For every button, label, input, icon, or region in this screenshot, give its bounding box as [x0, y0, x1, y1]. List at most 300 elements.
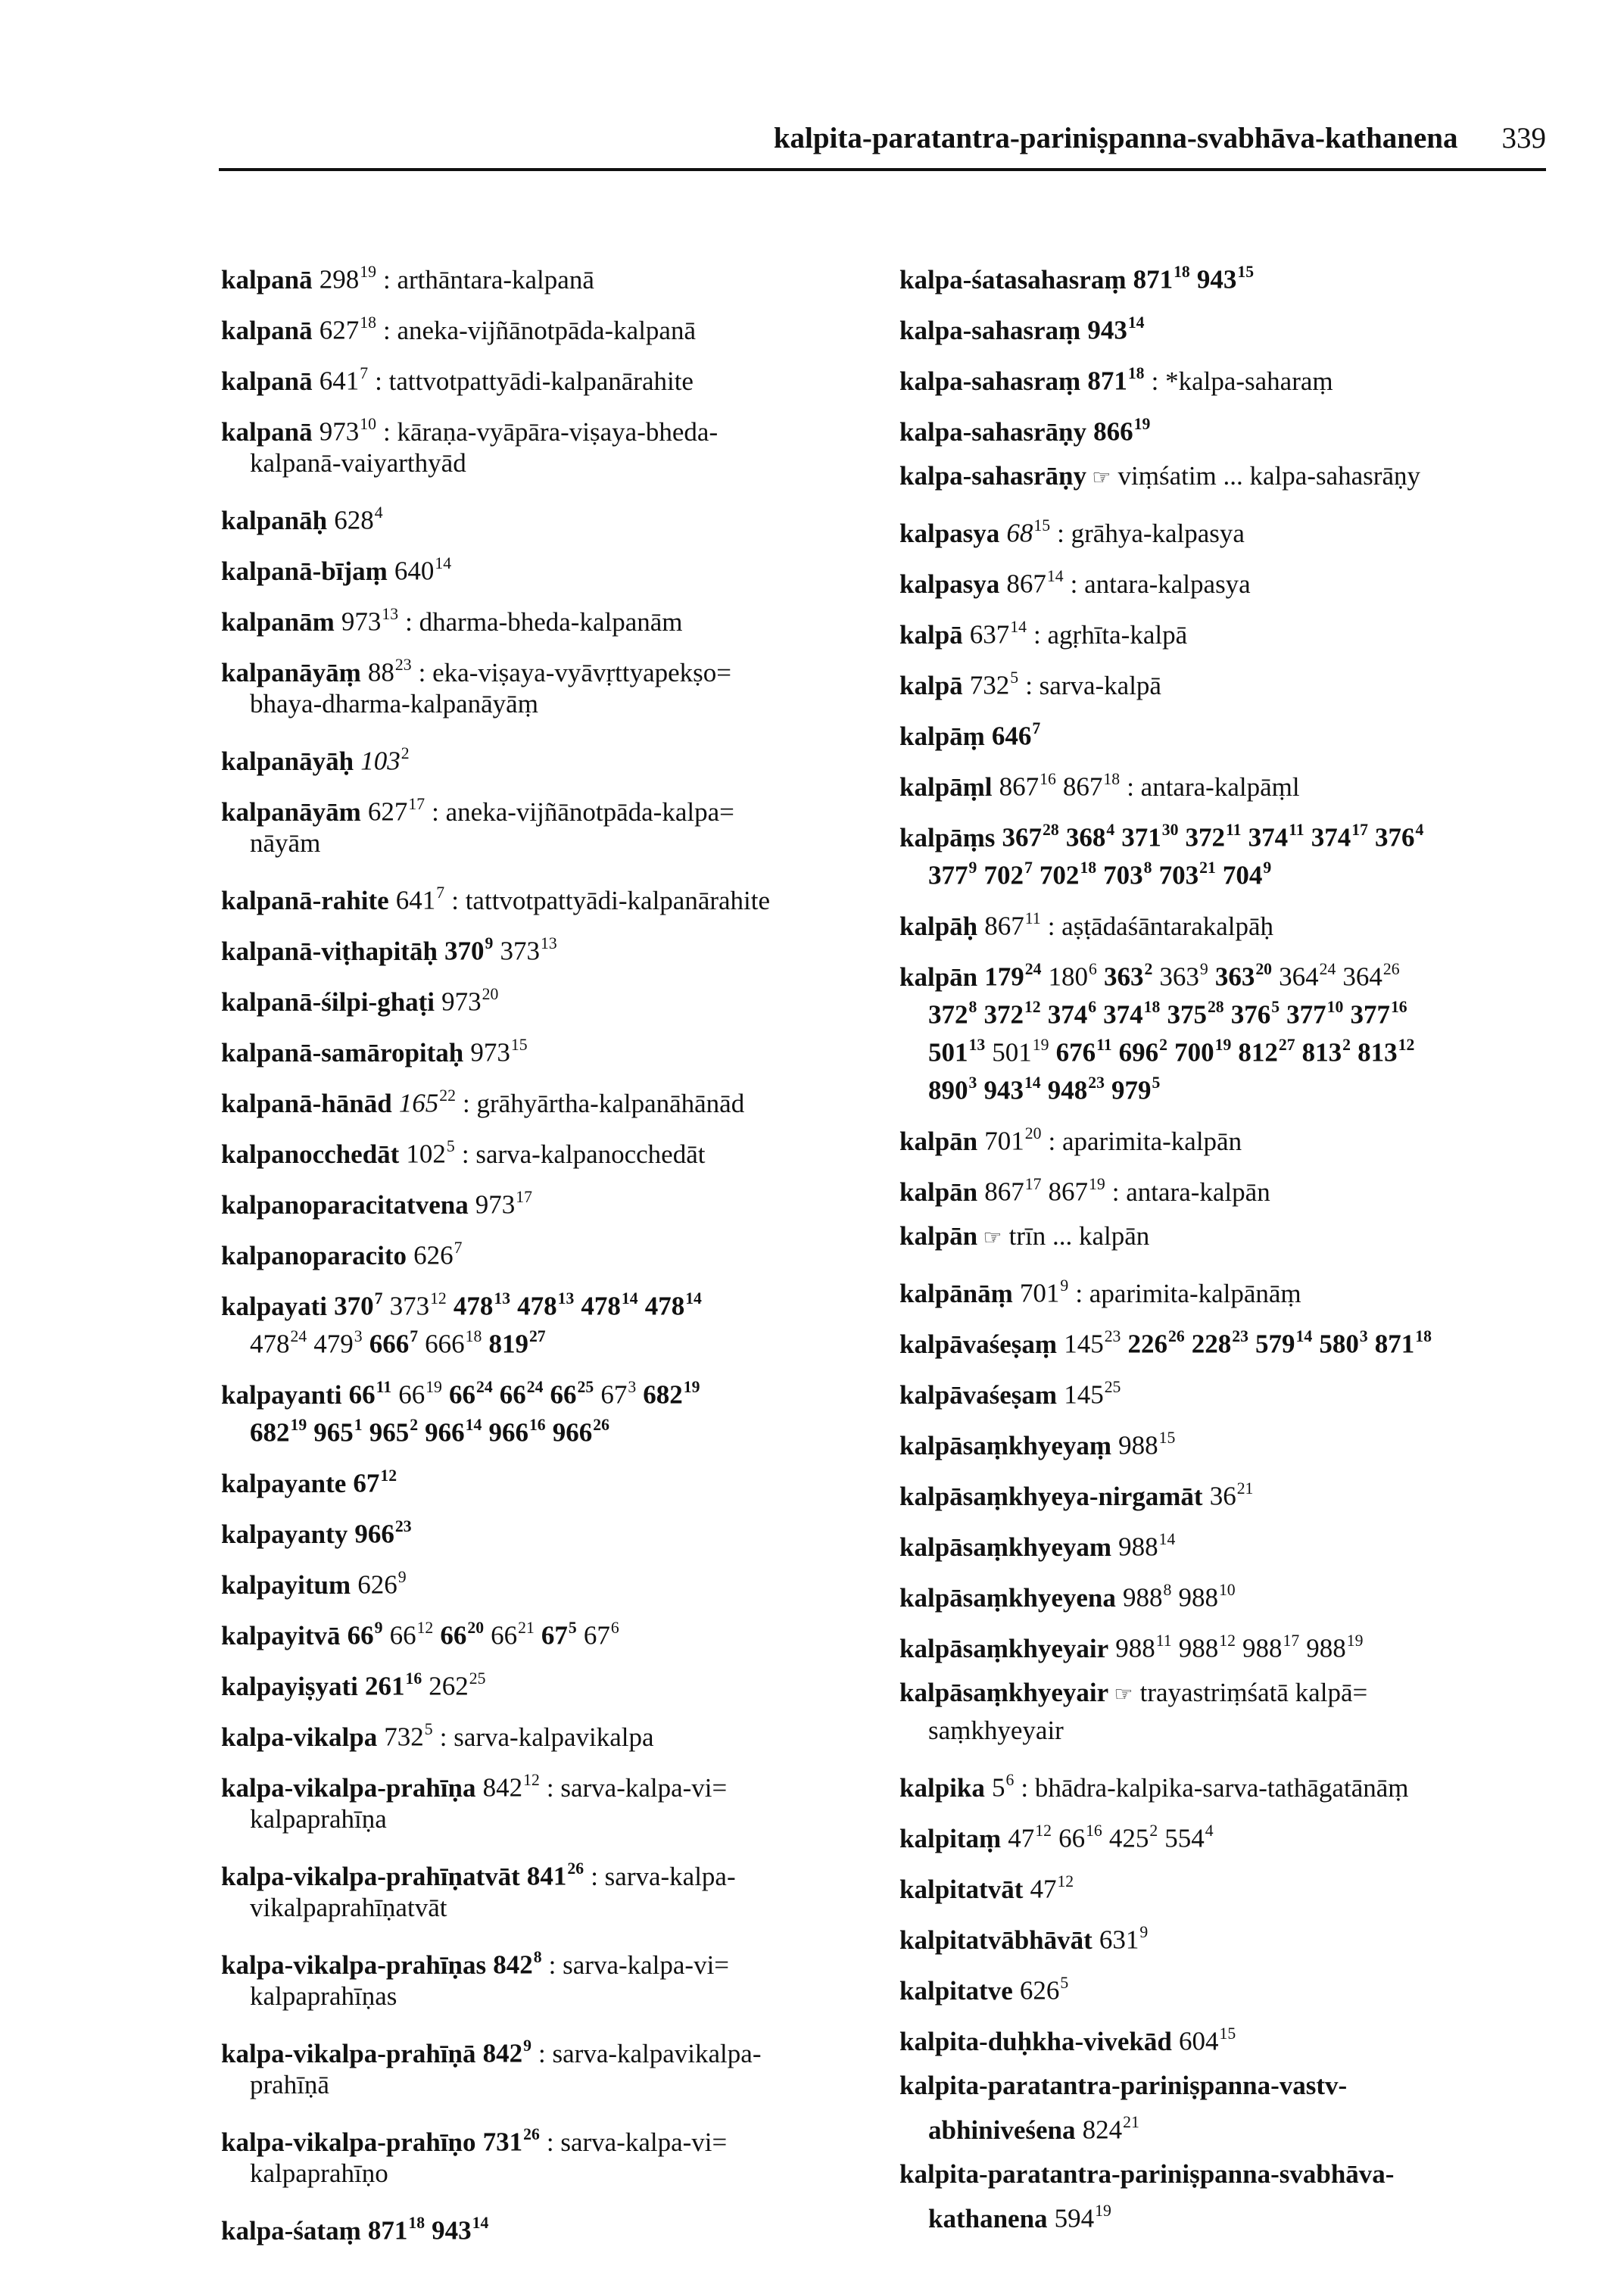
entry-line [899, 952, 1432, 990]
index-entry [221, 977, 770, 1015]
page-number-ref: 66 [440, 1620, 467, 1650]
page-reference [1058, 1813, 1102, 1858]
line-number-ref: 5 [1271, 997, 1280, 1016]
index-entry [221, 1661, 770, 1699]
headword: kalpān [899, 1177, 978, 1207]
left-column [221, 254, 770, 2256]
entry-line [899, 559, 1432, 597]
line-number-ref: 2 [1159, 1035, 1167, 1054]
line-number-ref: 28 [1043, 820, 1059, 839]
index-entry [221, 2205, 770, 2246]
line-number-ref: 5 [1060, 1973, 1069, 1992]
index-entry [899, 356, 1432, 394]
page-reference [1179, 2016, 1236, 2061]
index-entry [899, 1370, 1432, 1410]
page-number-ref: 47 [1008, 1823, 1035, 1853]
gloss-text: : agṛhīta-kalpā [1033, 619, 1188, 650]
gloss-text: : arthāntara-kalpanā [383, 264, 594, 295]
page-reference [541, 1610, 577, 1655]
page-number-ref: 372 [983, 999, 1024, 1030]
line-number-ref: 15 [1237, 262, 1255, 281]
line-number-ref: 5 [424, 1719, 433, 1738]
running-header [219, 121, 1546, 164]
entry-line [221, 1180, 770, 1220]
headword: kalpanā [221, 416, 313, 447]
page-reference [1083, 2105, 1139, 2149]
page-number-ref: 66 [389, 1620, 416, 1650]
page-reference [1133, 254, 1190, 299]
page-number-ref: 261 [364, 1671, 405, 1701]
entry-line [221, 1281, 770, 1319]
line-number-ref: 12 [430, 1289, 447, 1308]
page-number-ref: 973 [319, 416, 360, 447]
page-number-ref: 66 [348, 1379, 376, 1410]
line-number-ref: 3 [1359, 1326, 1368, 1345]
page-reference [553, 1407, 609, 1452]
page-reference [992, 1763, 1014, 1807]
gloss-text: : eka-viṣaya-vyāvṛttyapekṣo= [418, 657, 731, 687]
line-number-ref: 20 [467, 1618, 485, 1637]
line-number-ref: 11 [1226, 820, 1242, 839]
page-number-ref: 628 [334, 505, 374, 535]
entry-line [899, 2155, 1432, 2193]
line-number-ref: 7 [454, 1238, 463, 1257]
line-number-ref: 8 [968, 997, 977, 1016]
line-number-ref: 9 [1060, 1276, 1069, 1295]
headword: kalpān [899, 1221, 978, 1251]
page-number-ref: 973 [441, 986, 482, 1017]
page-number-ref: 682 [250, 1417, 290, 1448]
line-number-ref: 12 [1219, 1631, 1236, 1650]
line-number-ref: 7 [360, 363, 369, 382]
entry-line [221, 1129, 770, 1167]
headword: kalpayanti [221, 1379, 342, 1410]
page-reference [394, 546, 451, 591]
gloss-text: trīn ... kalpān [1008, 1221, 1150, 1251]
headword: kalpayitvā [221, 1620, 341, 1650]
line-number-ref: 13 [494, 1289, 511, 1308]
page-number-ref: 478 [517, 1291, 557, 1321]
page-reference [1127, 1319, 1184, 1364]
headword: kalpanā-rahite [221, 885, 389, 915]
entry-continuation-line [899, 1027, 1432, 1068]
page-reference [970, 609, 1027, 654]
page-reference [1030, 1864, 1074, 1909]
entry-line [899, 812, 1432, 850]
page-reference [1210, 1471, 1254, 1516]
page-reference [406, 1129, 454, 1173]
page-number-ref: 226 [1127, 1329, 1167, 1359]
index-entry [221, 1712, 770, 1750]
page-number-ref: 67 [541, 1620, 568, 1650]
page-reference [1087, 356, 1144, 401]
headword: kalpanāyāḥ [221, 746, 354, 776]
page-number-ref: 367 [1002, 822, 1043, 852]
gloss-text: : aneka-vijñānotpāda-kalpanā [383, 315, 696, 345]
gloss-text: : grāhya-kalpasya [1057, 518, 1245, 548]
index-entry [899, 1471, 1432, 1509]
page-number-ref: 66 [491, 1620, 518, 1650]
line-number-ref: 6 [1088, 997, 1097, 1016]
line-number-ref: 9 [968, 858, 977, 877]
headword: kalpayitum [221, 1569, 351, 1600]
page-number-ref: 376 [1230, 999, 1271, 1030]
page-number-ref: 701 [984, 1126, 1024, 1156]
page-number-ref: 579 [1255, 1329, 1295, 1359]
page-number-ref: 626 [413, 1240, 454, 1270]
page-number-ref: 376 [1375, 822, 1415, 852]
page-number-ref: 813 [1301, 1037, 1342, 1068]
line-number-ref: 16 [1086, 1821, 1102, 1840]
gloss-text: : antara-kalpāṃl [1127, 771, 1300, 802]
headword: kalpāvaśeṣaṃ [899, 1329, 1058, 1359]
page-reference [984, 1116, 1041, 1161]
page-reference [1174, 1027, 1231, 1072]
page-reference [1020, 1965, 1068, 2010]
index-entry [221, 1281, 770, 1357]
page-number-ref: 842 [482, 1772, 523, 1803]
line-number-ref: 15 [510, 1035, 528, 1054]
page-number-ref: 554 [1164, 1823, 1205, 1853]
line-number-ref: 17 [1351, 820, 1368, 839]
index-entry [899, 2016, 1432, 2054]
line-number-ref: 25 [1104, 1377, 1121, 1396]
page-number-ref: 867 [984, 1177, 1024, 1207]
line-number-ref: 14 [1010, 617, 1027, 636]
line-number-ref: 14 [685, 1289, 702, 1308]
index-entry [899, 1522, 1432, 1560]
line-number-ref: 21 [1236, 1479, 1254, 1498]
headword: kalpika [899, 1772, 985, 1803]
headword: kalpitatvābhāvāt [899, 1925, 1093, 1955]
line-number-ref: 4 [1205, 1821, 1214, 1840]
page-reference [984, 1167, 1041, 1211]
gloss-text: prahīṇā [250, 2070, 329, 2099]
page-number-ref: 890 [928, 1075, 968, 1105]
page-reference [353, 1458, 397, 1503]
headword: kalpanocchedāt [221, 1139, 400, 1169]
page-reference [527, 1851, 584, 1896]
headword: kalpayante [221, 1468, 347, 1498]
page-reference [1055, 2193, 1111, 2238]
page-reference [432, 2205, 488, 2250]
line-number-ref: 9 [1139, 1922, 1149, 1941]
page-reference [369, 1407, 418, 1452]
entry-line [899, 762, 1432, 802]
index-entry [899, 2067, 1432, 2143]
line-number-ref: 5 [446, 1136, 455, 1155]
index-entry [221, 597, 770, 637]
index-entry [221, 1509, 770, 1547]
page-number-ref: 812 [1238, 1037, 1278, 1068]
headword: kalpanā-viṭhapitāḥ [221, 936, 438, 966]
headword: kalpasya [899, 518, 1000, 548]
headword: kalpanām [221, 606, 335, 637]
line-number-ref: 24 [290, 1326, 307, 1345]
page-number-ref: 943 [432, 2215, 472, 2246]
page-number-ref: 701 [1019, 1278, 1060, 1308]
page-number-ref: 103 [360, 746, 401, 776]
gloss-text: : bhādra-kalpika-sarva-tathāgatānāṃ [1021, 1772, 1409, 1803]
index-entry [899, 1915, 1432, 1953]
headword: kalpāsaṃkhyeya-nirgamāt [899, 1481, 1203, 1511]
headword: kalpayati [221, 1291, 328, 1321]
line-number-ref: 13 [382, 604, 399, 623]
line-number-ref: 26 [523, 2124, 540, 2143]
page-number-ref: 640 [394, 556, 435, 586]
line-number-ref: 19 [1089, 1174, 1105, 1193]
line-number-ref: 9 [374, 1618, 383, 1637]
line-number-ref: 16 [528, 1415, 546, 1434]
line-number-ref: 30 [1161, 820, 1179, 839]
index-entry [221, 546, 770, 584]
headword: kathanena [928, 2203, 1048, 2233]
line-number-ref: 18 [408, 2213, 425, 2232]
headword: kalpa-vikalpa-prahīṇā [221, 2038, 476, 2068]
page-number-ref: 145 [1064, 1379, 1104, 1410]
page-reference [645, 1281, 702, 1326]
page-number-ref: 627 [367, 796, 408, 827]
page-reference [928, 850, 977, 895]
index-entry [221, 356, 770, 394]
page-number-ref: 68 [1006, 518, 1033, 548]
line-number-ref: 23 [394, 655, 412, 674]
page-reference [348, 1610, 383, 1655]
page-number-ref: 702 [1039, 860, 1080, 890]
headword: kalpāvaśeṣam [899, 1379, 1058, 1410]
line-number-ref: 2 [401, 743, 410, 762]
gloss-text: kalpaprahīṇa [250, 1804, 387, 1834]
page-number-ref: 867 [984, 911, 1024, 941]
entry-continuation-line [899, 990, 1432, 1030]
index-entry [899, 1420, 1432, 1458]
page-reference [313, 1407, 362, 1452]
index-entry [899, 1217, 1432, 1255]
page-reference [440, 1610, 484, 1655]
line-number-ref: 12 [1024, 997, 1041, 1016]
line-number-ref: 14 [1046, 566, 1064, 585]
entry-line [899, 660, 1432, 698]
page-number-ref: 363 [1214, 962, 1255, 992]
page-reference [413, 1230, 462, 1275]
page-reference [483, 2117, 540, 2162]
page-number-ref: 66 [1058, 1823, 1086, 1853]
line-number-ref: 12 [1057, 1872, 1074, 1890]
page-reference [1357, 1027, 1414, 1072]
index-entry [221, 1370, 770, 1448]
line-number-ref: 5 [568, 1618, 577, 1637]
index-entry [899, 1674, 1432, 1750]
line-number-ref: 19 [290, 1415, 307, 1434]
page-reference [1311, 812, 1368, 857]
index-entry [221, 1129, 770, 1167]
line-number-ref: 4 [1415, 820, 1424, 839]
index-entry [221, 1230, 770, 1268]
index-entry [899, 762, 1432, 802]
gloss-text: : aneka-vijñānotpāda-kalpa= [432, 796, 734, 827]
line-number-ref: 17 [1283, 1631, 1300, 1650]
index-entry [899, 1319, 1432, 1357]
page-number-ref: 966 [488, 1417, 528, 1448]
line-number-ref: 18 [1174, 262, 1190, 281]
page-reference [250, 1319, 307, 1364]
page-reference [992, 711, 1040, 756]
page-reference [493, 1940, 541, 1984]
page-number-ref: 704 [1222, 860, 1263, 890]
page-reference [368, 787, 425, 831]
gloss-text: : antara-kalpān [1111, 1177, 1270, 1207]
index-entry [899, 407, 1432, 447]
entry-line [899, 1471, 1432, 1509]
line-number-ref: 8 [1163, 1580, 1172, 1599]
index-entry [221, 1560, 770, 1600]
page-reference [475, 1180, 532, 1224]
page-number-ref: 646 [991, 721, 1032, 751]
line-number-ref: 9 [1263, 858, 1272, 877]
entry-line [221, 2205, 770, 2246]
index-entry [899, 1864, 1432, 1902]
line-number-ref: 15 [1219, 2024, 1236, 2043]
page-number-ref: 702 [983, 860, 1024, 890]
page-number-ref: 478 [581, 1291, 621, 1321]
headword: kalpa-śataṃ [221, 2215, 361, 2246]
headword: kalpāṃ [899, 721, 985, 751]
index-entry [899, 1572, 1432, 1613]
page-reference [483, 2028, 531, 2073]
line-number-ref: 24 [526, 1377, 544, 1396]
entry-line [221, 254, 770, 295]
entry-line [899, 1167, 1432, 1205]
entry-line [221, 1509, 770, 1547]
entry-line [221, 1027, 770, 1068]
gloss-text: : aṣṭādaśāntarakalpāḥ [1047, 911, 1274, 941]
page-number-ref: 375 [1167, 999, 1207, 1030]
line-number-ref: 26 [593, 1415, 609, 1434]
entry-line [221, 1560, 770, 1600]
page-number-ref: 641 [395, 885, 436, 915]
entry-line [221, 977, 770, 1015]
page-number-ref: 364 [1342, 962, 1382, 992]
page-number-ref: 641 [319, 366, 360, 396]
page-number-ref: 973 [470, 1037, 510, 1068]
entry-line [899, 609, 1432, 650]
page-number-ref: 732 [969, 670, 1010, 700]
page-reference [983, 1065, 1040, 1110]
line-number-ref: 3 [354, 1326, 363, 1345]
page-reference [1049, 1167, 1105, 1211]
headword: kalpa-vikalpa-prahīṇo [221, 2127, 476, 2157]
page-number-ref: 866 [1093, 416, 1133, 447]
page-number-ref: 824 [1082, 2115, 1123, 2145]
line-number-ref: 8 [533, 1947, 542, 1966]
entry-line [899, 1370, 1432, 1410]
gloss-text: : tattvotpattyādi-kalpanārahite [451, 885, 771, 915]
page-reference [1020, 1268, 1068, 1313]
page-number-ref: 47 [1030, 1874, 1057, 1904]
entry-line [899, 254, 1432, 295]
page-number-ref: 871 [1087, 366, 1127, 396]
page-reference [584, 1610, 619, 1655]
page-number-ref: 626 [357, 1569, 397, 1600]
page-reference [354, 1509, 411, 1554]
index-entry [221, 1078, 770, 1116]
index-entry [221, 875, 770, 913]
line-number-ref: 13 [557, 1289, 575, 1308]
headword: kalpitatve [899, 1975, 1013, 2006]
line-number-ref: 14 [1127, 313, 1145, 332]
line-number-ref: 7 [410, 1326, 419, 1345]
headword: kalpa-vikalpa-prahīṇas [221, 1950, 487, 1980]
index-entry [221, 1763, 770, 1838]
line-number-ref: 6 [1089, 959, 1097, 978]
page-reference [1008, 1813, 1052, 1858]
gloss-text: : sarva-kalpanocchedāt [461, 1139, 706, 1169]
page-reference [1006, 559, 1063, 603]
page-number-ref: 988 [1178, 1582, 1218, 1613]
page-reference [1375, 812, 1423, 857]
page-reference [399, 1078, 456, 1123]
page-number-ref: 966 [354, 1519, 394, 1549]
entry-line [221, 736, 770, 774]
index-entry [899, 254, 1432, 295]
page-reference [425, 1407, 482, 1452]
line-number-ref: 19 [425, 1377, 442, 1396]
page-number-ref: 374 [1311, 822, 1351, 852]
entry-line [221, 2028, 770, 2066]
page-number-ref: 867 [1006, 569, 1046, 599]
line-number-ref: 14 [621, 1289, 638, 1308]
page-number-ref: 813 [1357, 1037, 1398, 1068]
entry-line [221, 1851, 770, 1889]
page-reference [970, 660, 1018, 705]
entry-line [899, 1965, 1432, 2006]
page-number-ref: 372 [928, 999, 968, 1030]
page-number-ref: 66 [398, 1379, 425, 1410]
entry-line [221, 1078, 770, 1116]
index-entry [221, 495, 770, 533]
gloss-text: : sarva-kalpavikalpa- [538, 2038, 762, 2068]
page-reference [1109, 1813, 1158, 1858]
headword: kalpān [899, 1126, 978, 1156]
index-entry [899, 1116, 1432, 1154]
entry-line [221, 1230, 770, 1268]
line-number-ref: 19 [1214, 1035, 1232, 1054]
line-number-ref: 17 [1024, 1174, 1042, 1193]
page-number-ref: 479 [313, 1329, 354, 1359]
page-number-ref: 871 [1374, 1329, 1415, 1359]
page-number-ref: 700 [1174, 1037, 1214, 1068]
page-number-ref: 842 [482, 2038, 523, 2068]
entry-line [899, 457, 1432, 495]
gloss-text: trayastriṃśatā kalpā= [1139, 1678, 1368, 1707]
gloss-text: nāyām [250, 828, 321, 858]
page-number-ref: 871 [367, 2215, 408, 2246]
entry-line [221, 305, 770, 343]
headword: kalpa-vikalpa-prahīṇatvāt [221, 1861, 520, 1891]
page-number-ref: 979 [1111, 1075, 1152, 1105]
index-entry [221, 647, 770, 723]
header-rule [219, 168, 1546, 171]
page-reference [928, 1065, 977, 1110]
page-reference [483, 1763, 540, 1807]
headword: kalpitatvāt [899, 1874, 1024, 1904]
headword: kalpān [899, 962, 978, 992]
line-number-ref: 14 [472, 2213, 489, 2232]
page-reference [1192, 1319, 1248, 1364]
index-entry [899, 559, 1432, 597]
page-number-ref: 703 [1158, 860, 1199, 890]
entry-line [221, 875, 770, 913]
